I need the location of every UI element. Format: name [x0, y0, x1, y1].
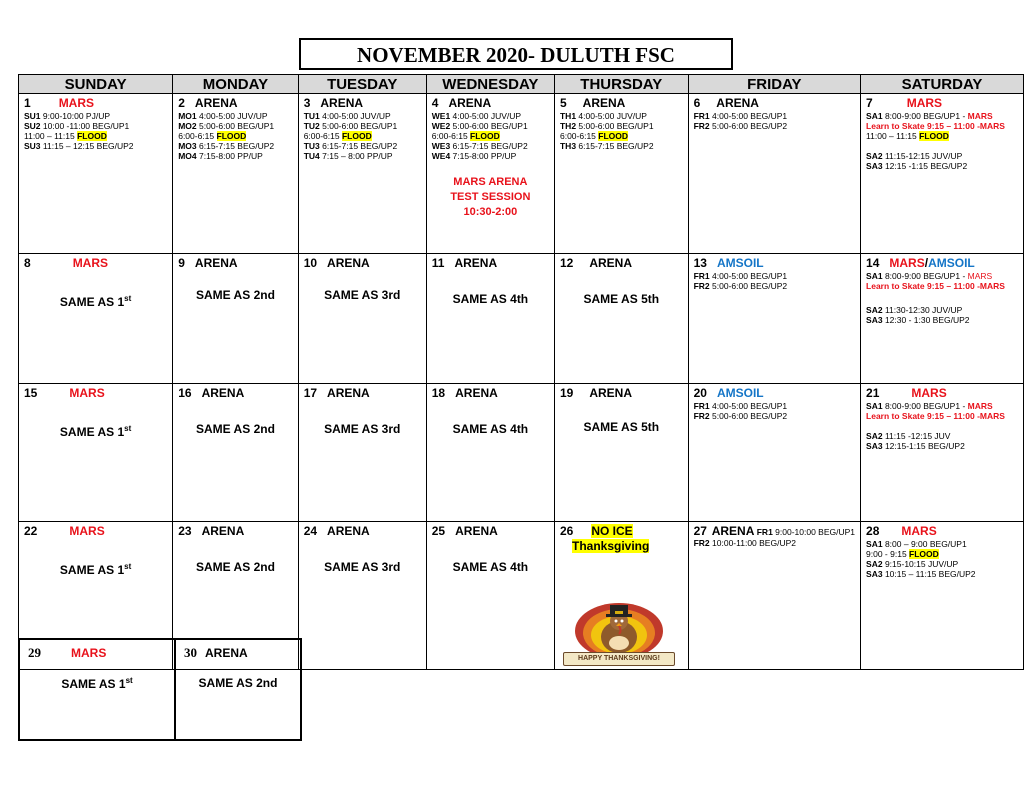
day-cell-13 — [688, 254, 860, 384]
session-line: FR1 4:00-5:00 BEG/UP1 — [693, 111, 788, 121]
day-cell-17 — [298, 384, 426, 522]
session-line: TU2 5:00-6:00 BEG/UP1 — [303, 121, 398, 131]
day-number: 12 — [559, 256, 574, 270]
session-line: 27 ARENA FR1 9:00-10:00 BEG/UP1 — [693, 524, 856, 538]
session-line: MO4 7:15-8:00 PP/UP — [178, 151, 263, 161]
weekday-header-row — [19, 75, 1024, 94]
test-session-note: MARS ARENA TEST SESSION 10:30-2:00 — [450, 176, 531, 218]
week-row — [19, 94, 1024, 254]
session-line: SA1 8:00-9:00 BEG/UP1 - MARS — [866, 271, 993, 281]
session-line: SA3 12:15 -1:15 BEG/UP2 — [866, 161, 968, 171]
same-as-note: SAME AS 2nd — [196, 422, 275, 436]
location-label: ARENA — [454, 256, 498, 270]
flood-line: 11:00 – 11:15 FLOOD — [24, 131, 107, 141]
location-label: MARS — [901, 524, 937, 538]
learn-to-skate-line: Learn to Skate 9:15 – 11:00 -MARS — [866, 281, 1005, 291]
no-ice-label: NO ICE — [591, 524, 633, 538]
same-as-note: SAME AS 3rd — [324, 560, 401, 574]
same-as-note: SAME AS 5th — [583, 292, 660, 306]
location-label: MARS — [69, 524, 105, 538]
session-line: WE4 7:15-8:00 PP/UP — [431, 151, 517, 161]
weekday-thursday: THURSDAY — [554, 75, 688, 94]
flood-line: 9:00 - 9:15 FLOOD — [866, 549, 939, 559]
flood-line: 6:00-6:15 FLOOD — [431, 131, 500, 141]
session-line: SA2 9:15-10:15 JUV/UP — [866, 559, 959, 569]
day-number: 25 — [431, 524, 446, 538]
session-line: MO3 6:15-7:15 BEG/UP2 — [178, 141, 275, 151]
session-line: FR1 4:00-5:00 BEG/UP1 — [693, 401, 788, 411]
session-line: SA1 8:00-9:00 BEG/UP1 - MARS — [866, 401, 993, 411]
flood-line: 6:00-6:15 FLOOD — [303, 131, 372, 141]
session-line: SA2 11:15-12:15 JUV/UP — [866, 151, 963, 161]
same-as-note: SAME AS 4th — [452, 292, 529, 306]
day-cell-16 — [173, 384, 298, 522]
session-line: SA2 11:30-12:30 JUV/UP — [866, 305, 963, 315]
session-line: WE1 4:00-5:00 JUV/UP — [431, 111, 522, 121]
day-number: 14 — [866, 256, 880, 270]
session-line: FR2 5:00-6:00 BEG/UP2 — [693, 411, 788, 421]
same-as-note: SAME AS 1st — [59, 424, 132, 439]
location-label: ARENA — [194, 256, 238, 270]
session-line: SA2 11:15 -12:15 JUV — [866, 431, 951, 441]
day-cell-3 — [298, 94, 426, 254]
session-line: FR2 10:00-11:00 BEG/UP2 — [693, 538, 796, 548]
thanksgiving-banner: HAPPY THANKSGIVING! — [563, 652, 675, 666]
location-label: ARENA — [201, 524, 245, 538]
location-label: AMSOIL — [716, 256, 764, 270]
weekday-friday: FRIDAY — [688, 75, 860, 94]
session-line: MO2 5:00-6:00 BEG/UP1 — [178, 121, 275, 131]
session-line: SA3 12:30 - 1:30 BEG/UP2 — [866, 315, 970, 325]
week-row — [19, 384, 1024, 522]
day-number: 15 — [24, 386, 38, 400]
day-number: 23 — [178, 524, 192, 538]
same-as-note: SAME AS 4th — [452, 560, 529, 574]
location-label: AMSOIL — [716, 386, 764, 400]
location-label: MARS — [889, 256, 925, 270]
day-cell-24 — [298, 522, 426, 670]
day-number: 10 — [303, 256, 318, 270]
day-number: 22 — [24, 524, 38, 538]
day-cell-7 — [861, 94, 1024, 254]
location-label: ARENA — [711, 524, 755, 538]
location-label: AMSOIL — [928, 256, 975, 270]
day-cell-1 — [19, 94, 173, 254]
same-as-note: SAME AS 3rd — [324, 288, 401, 302]
day-number: 9 — [178, 256, 185, 270]
same-as-note: SAME AS 5th — [583, 420, 660, 434]
location-label: ARENA — [455, 386, 498, 400]
session-line: MO1 4:00-5:00 JUV/UP — [178, 111, 268, 121]
weekday-monday: MONDAY — [173, 75, 298, 94]
same-as-note: SAME AS 1st — [61, 676, 133, 691]
location-label: ARENA — [455, 524, 498, 538]
day-cell-6 — [688, 94, 860, 254]
day-cell-19 — [554, 384, 688, 522]
page-title: NOVEMBER 2020- DULUTH FSC — [299, 38, 733, 70]
location-label: ARENA — [327, 256, 370, 270]
day-number: 13 — [693, 256, 707, 270]
day-number: 28 — [866, 524, 880, 538]
day-cell-30 — [174, 638, 302, 741]
day-number: 3 — [303, 96, 311, 110]
day-number: 16 — [178, 386, 192, 400]
session-line: TU1 4:00-5:00 JUV/UP — [303, 111, 391, 121]
day-cell-11 — [426, 254, 554, 384]
location-label: ARENA — [589, 386, 633, 400]
session-line: SA1 8:00-9:00 BEG/UP1 - MARS — [866, 111, 993, 121]
same-as-note: SAME AS 1st — [59, 562, 132, 577]
day-number: 24 — [303, 524, 318, 538]
location-label: MARS — [911, 386, 947, 400]
day-cell-21 — [861, 384, 1024, 522]
location-label: ARENA — [716, 96, 759, 110]
day-number: 17 — [303, 386, 318, 400]
session-line: TU3 6:15-7:15 BEG/UP2 — [303, 141, 398, 151]
session-line: FR1 4:00-5:00 BEG/UP1 — [693, 271, 788, 281]
session-line: FR2 5:00-6:00 BEG/UP2 — [693, 281, 788, 291]
day-cell-5 — [554, 94, 688, 254]
location-label: MARS — [71, 646, 107, 660]
day-number: 2 — [178, 96, 185, 110]
day-number: 29 — [28, 645, 41, 660]
day-cell-27 — [688, 522, 860, 670]
day-cell-12 — [554, 254, 688, 384]
day-cell-8 — [19, 254, 173, 384]
location-label: MARS — [58, 96, 95, 110]
session-line: TH3 6:15-7:15 BEG/UP2 — [559, 141, 654, 151]
learn-to-skate-line: Learn to Skate 9:15 – 11:00 -MARS — [866, 411, 1005, 421]
location-label: ARENA — [201, 386, 245, 400]
location-label: ARENA — [589, 256, 633, 270]
weekday-sunday: SUNDAY — [19, 75, 173, 94]
session-line: WE3 6:15-7:15 BEG/UP2 — [431, 141, 528, 151]
day-number: 21 — [866, 386, 880, 400]
day-cell-2 — [173, 94, 298, 254]
session-line: SU1 9:00-10:00 PJ/UP — [24, 111, 111, 121]
day-number: 19 — [559, 386, 574, 400]
day-number: 8 — [24, 256, 31, 270]
day-cell-18 — [426, 384, 554, 522]
day-number: 30 — [184, 645, 197, 660]
flood-line: 11:00 – 11:15 FLOOD — [866, 131, 949, 141]
session-line: SA3 12:15-1:15 BEG/UP2 — [866, 441, 965, 451]
location-label: ARENA — [327, 524, 370, 538]
same-as-note: SAME AS 2nd — [198, 676, 278, 690]
session-line: TH2 5:00-6:00 BEG/UP1 — [559, 121, 654, 131]
session-line: SA3 10:15 – 11:15 BEG/UP2 — [866, 569, 976, 579]
location-label: MARS — [72, 256, 109, 270]
weekday-saturday: SATURDAY — [861, 75, 1024, 94]
day-cell-9 — [173, 254, 298, 384]
day-cell-14: 14 MARS/AMSOIL SA1 8:00-9:00 BEG/UP1 - MARS Learn to Skate 9:15 – 11:00 -MARS SA2 11:30-12:30 JUV/UP SA3 12:30 - 1:30 BEG/UP2 — [861, 254, 1024, 384]
same-as-note: SAME AS 1st — [59, 294, 132, 309]
week-row — [19, 254, 1024, 384]
holiday-label: Thanksgiving — [571, 539, 650, 553]
location-label: MARS — [69, 386, 105, 400]
flood-line: 6:00-6:15 FLOOD — [178, 131, 247, 141]
day-cell-15 — [19, 384, 173, 522]
session-line: SU3 11:15 – 12:15 BEG/UP2 — [24, 141, 134, 151]
location-label: ARENA — [582, 96, 626, 110]
day-number: 1 — [24, 96, 31, 110]
day-number: 20 — [693, 386, 707, 400]
same-as-note: SAME AS 2nd — [196, 560, 275, 574]
day-cell-28 — [861, 522, 1024, 670]
calendar-grid — [18, 74, 1024, 670]
day-number: 26 — [559, 524, 574, 538]
weekday-wednesday: WEDNESDAY — [426, 75, 554, 94]
flood-line: 6:00-6:15 FLOOD — [559, 131, 629, 141]
day-cell-10 — [298, 254, 426, 384]
same-as-note: SAME AS 4th — [452, 422, 529, 436]
day-number: 6 — [693, 96, 701, 110]
same-as-note: SAME AS 2nd — [196, 288, 275, 302]
same-as-note: SAME AS 3rd — [324, 422, 401, 436]
day-number: 11 — [431, 256, 445, 270]
session-line: FR2 5:00-6:00 BEG/UP2 — [693, 121, 788, 131]
day-number: 7 — [866, 96, 873, 110]
location-label: ARENA — [327, 386, 370, 400]
location-label: ARENA — [194, 96, 238, 110]
session-line: WE2 5:00-6:00 BEG/UP1 — [431, 121, 528, 131]
day-cell-20 — [688, 384, 860, 522]
day-cell-29 — [18, 638, 176, 741]
location-label: MARS — [906, 96, 943, 110]
location-label: ARENA — [320, 96, 364, 110]
day-cell-26 — [554, 522, 688, 670]
location-label: ARENA — [205, 646, 248, 660]
session-line: SA1 8:00 – 9:00 BEG/UP1 — [866, 539, 967, 549]
session-line: TU4 7:15 – 8:00 PP/UP — [303, 151, 393, 161]
session-line: TH1 4:00-5:00 JUV/UP — [559, 111, 647, 121]
day-number: 5 — [559, 96, 567, 110]
day-number: 4 — [431, 96, 439, 110]
learn-to-skate-line: Learn to Skate 9:15 – 11:00 -MARS — [866, 121, 1005, 131]
location-label: ARENA — [448, 96, 492, 110]
day-number: 18 — [431, 386, 446, 400]
session-line: SU2 10:00 -11:00 BEG/UP1 — [24, 121, 130, 131]
day-cell-4 — [426, 94, 554, 254]
weekday-tuesday: TUESDAY — [298, 75, 426, 94]
day-cell-25 — [426, 522, 554, 670]
